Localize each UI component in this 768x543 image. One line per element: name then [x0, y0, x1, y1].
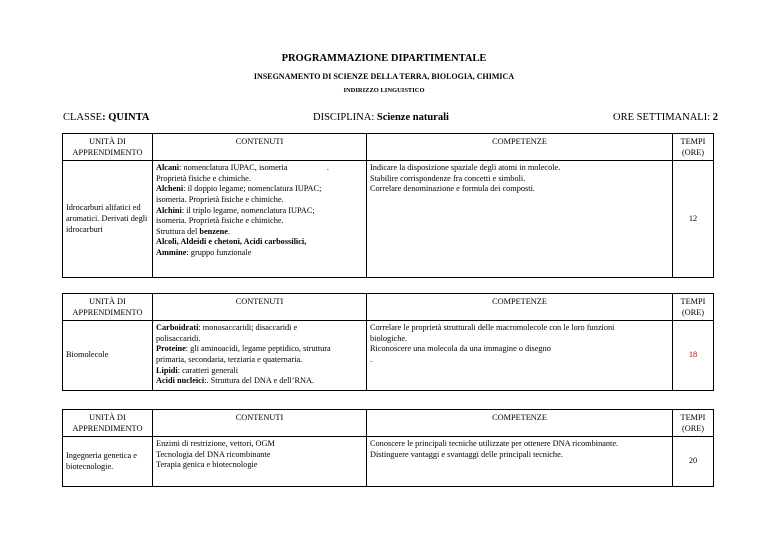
header-contenuti: CONTENUTI	[153, 410, 367, 437]
contenuti-line	[156, 376, 363, 387]
text-segment: : nomenclatura IUPAC, isomeria .	[179, 163, 330, 173]
bold-term: Lipidi	[156, 365, 178, 375]
contenuti-line	[156, 460, 363, 471]
unita-cell: Biomolecole	[63, 321, 153, 391]
contenuti-cell	[153, 321, 367, 391]
text-segment: Enzimi di restrizione, vettori, OGM	[156, 439, 275, 449]
text-segment: : caratteri generali	[177, 365, 239, 375]
competenze-cell	[367, 437, 673, 487]
tempi-cell: 12	[673, 161, 714, 278]
contenuti-line	[156, 334, 363, 345]
header-competenze: COMPETENZE	[367, 134, 673, 161]
contenuti-line	[156, 227, 363, 238]
ore-value: 2	[712, 112, 718, 123]
bold-term: Ammine	[156, 248, 187, 258]
bold-term: Proteine	[156, 344, 186, 354]
contenuti-line	[156, 323, 363, 334]
header-tempi: TEMPI (ORE)	[673, 134, 714, 161]
contenuti-line	[156, 184, 363, 195]
tempi-cell: 18	[673, 321, 714, 391]
header-contenuti: CONTENUTI	[153, 134, 367, 161]
text-segment: isomeria. Proprietà fisiche e chimiche.	[156, 195, 284, 205]
page-title: PROGRAMMAZIONE DIPARTIMENTALE	[281, 53, 487, 64]
contenuti-line	[156, 216, 363, 227]
competenze-line: Stabilire corrispondenze fra concetti e simboli.	[370, 173, 526, 183]
text-segment: :. Struttura del DNA e dell’RNA.	[204, 376, 315, 386]
competenze-cell	[367, 321, 673, 391]
disciplina-info	[313, 112, 449, 123]
header-unita: UNITÀ DI APPRENDIMENTO	[63, 134, 153, 161]
bold-term: Carboidrati	[156, 323, 199, 333]
unita-cell: Idrocarburi alifatici ed aromatici. Derivati degli idrocarburi	[63, 161, 153, 278]
text-segment: polisaccaridi.	[156, 333, 201, 343]
header-competenze: COMPETENZE	[367, 410, 673, 437]
competenze-line: Distinguere vantaggi e svantaggi delle principali tecniche.	[370, 449, 563, 459]
bold-term: benzene	[199, 226, 228, 236]
competenze-cell	[367, 161, 673, 278]
competenze-line: Correlare le proprietà strutturali delle macromolecole con le loro funzioni	[370, 323, 615, 333]
contenuti-line	[156, 163, 363, 174]
contenuti-line	[156, 174, 363, 185]
contenuti-line	[156, 206, 363, 217]
program-table-2	[62, 293, 714, 391]
text-segment: : gruppo funzionale	[186, 248, 252, 258]
text-segment: .	[227, 226, 230, 236]
header-unita: UNITÀ DI APPRENDIMENTO	[63, 410, 153, 437]
contenuti-line	[156, 195, 363, 206]
contenuti-line	[156, 355, 363, 366]
text-segment: primaria, secondaria, terziaria e quaternaria.	[156, 355, 303, 365]
unita-cell: Ingegneria genetica e biotecnologie.	[63, 437, 153, 487]
text-segment: Proprietà fisiche e chimiche.	[156, 173, 251, 183]
disciplina-value: Scienze naturali	[376, 112, 449, 123]
text-segment: isomeria. Proprietà fisiche e chimiche.	[156, 216, 284, 226]
header-competenze: COMPETENZE	[367, 294, 673, 321]
bold-term: Alcani	[156, 163, 180, 173]
page-subtitle: INSEGNAMENTO DI SCIENZE DELLA TERRA, BIOLOGIA, CHIMICA	[253, 72, 515, 81]
classe-info	[63, 112, 149, 123]
text-segment: Terapia genica e biotecnologie	[156, 460, 258, 470]
contenuti-line	[156, 450, 363, 461]
bold-term: Alcoli, Aldeidi e chetoni, Acidi carbossilici,	[156, 237, 307, 247]
header-tempi: TEMPI (ORE)	[673, 410, 714, 437]
text-segment: : il triplo legame, nomenclatura IUPAC;	[181, 205, 315, 215]
contenuti-line	[156, 248, 363, 259]
indirizzo-label: INDIRIZZO LINGUISTICO	[343, 87, 425, 94]
program-table-1	[62, 133, 714, 278]
text-segment: : monosaccaridi; disaccaridi e	[198, 323, 298, 333]
text-segment: Struttura del	[156, 226, 200, 236]
disciplina-label: DISCIPLINA:	[313, 112, 377, 123]
bold-term: Alchini	[156, 205, 182, 215]
competenze-line: Indicare la disposizione spaziale degli atomi in molecole.	[370, 163, 561, 173]
text-segment: : il doppio legame; nomenclatura IUPAC;	[183, 184, 322, 194]
ore-label: ORE SETTIMANALI:	[613, 112, 713, 123]
text-segment: : gli aminoacidi, legame peptidico, struttura	[185, 344, 331, 354]
contenuti-line	[156, 366, 363, 377]
classe-label: CLASSE	[63, 112, 103, 123]
tempi-cell: 20	[673, 437, 714, 487]
bold-term: Alcheni	[156, 184, 184, 194]
contenuti-cell	[153, 437, 367, 487]
contenuti-cell	[153, 161, 367, 278]
program-table-3	[62, 409, 714, 487]
competenze-line: biologiche.	[370, 333, 408, 343]
header-contenuti: CONTENUTI	[153, 294, 367, 321]
ore-info	[613, 112, 718, 123]
header-unita: UNITÀ DI APPRENDIMENTO	[63, 294, 153, 321]
bold-term: Acidi nucleici	[156, 376, 205, 386]
header-tempi: TEMPI (ORE)	[673, 294, 714, 321]
competenze-line: Riconoscere una molecola da una immagine o disegno	[370, 344, 551, 354]
contenuti-line	[156, 344, 363, 355]
classe-value: : QUINTA	[102, 112, 150, 123]
competenze-line: .	[370, 355, 373, 365]
competenze-line: Correlare denominazione e formula dei composti.	[370, 184, 535, 194]
contenuti-line	[156, 439, 363, 450]
text-segment: Tecnologia del DNA ricombinante	[156, 449, 271, 459]
contenuti-line	[156, 237, 363, 248]
competenze-line: Conoscere le principali tecniche utilizzate per ottenere DNA ricombinante.	[370, 439, 619, 449]
